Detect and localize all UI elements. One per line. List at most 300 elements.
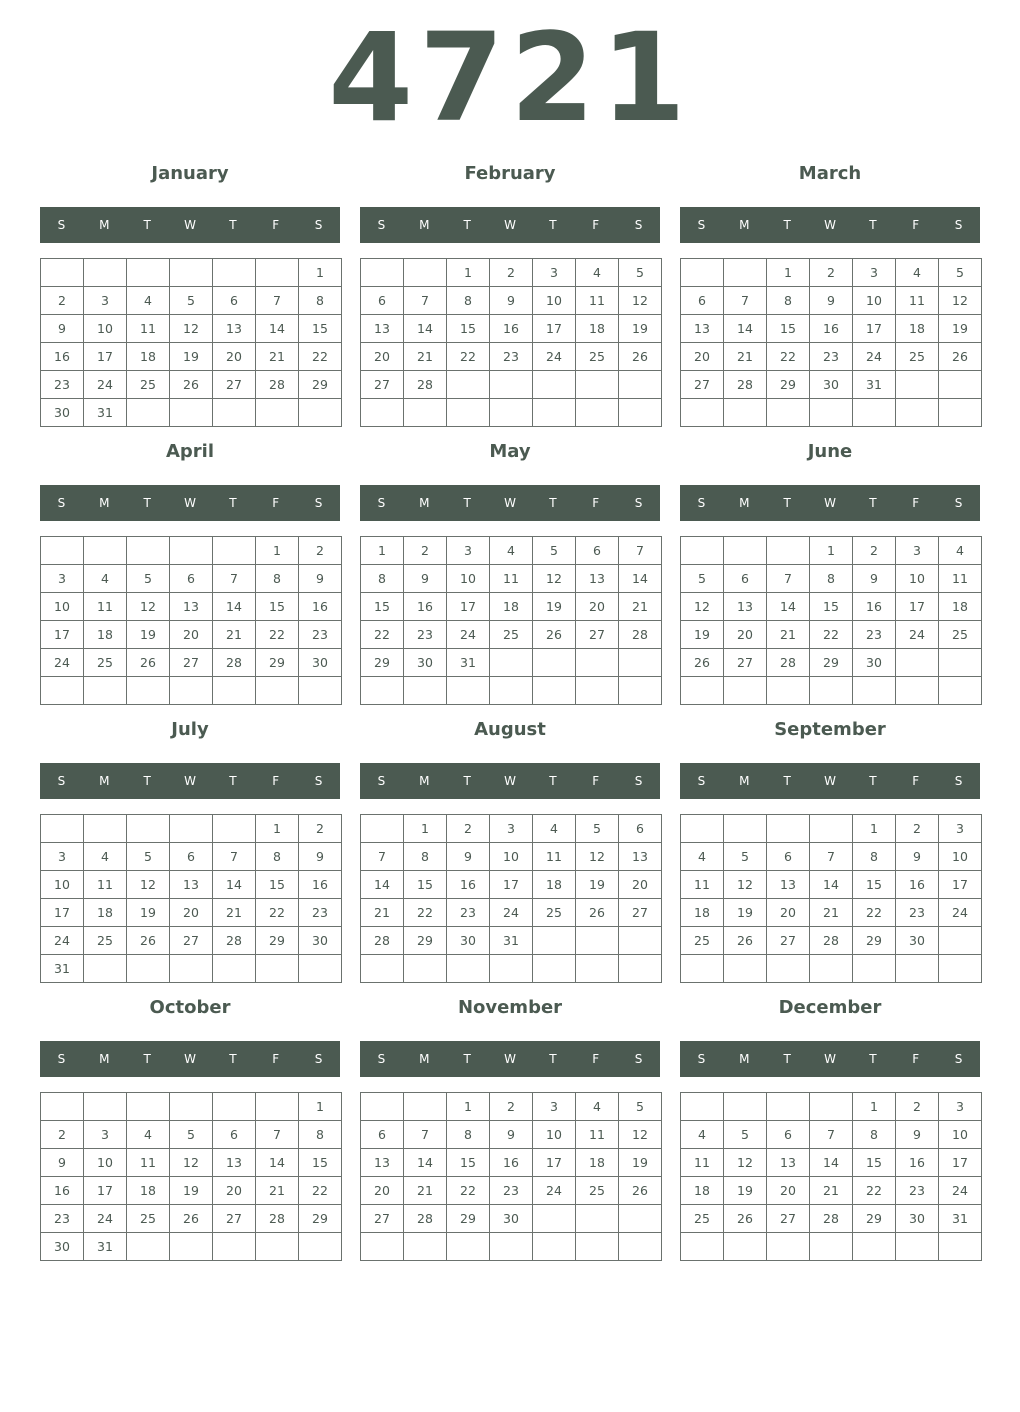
weekday-label: S <box>954 496 963 510</box>
day-cell <box>576 1205 619 1233</box>
day-cell <box>619 371 662 399</box>
day-cell: 10 <box>853 287 896 315</box>
week-row <box>681 259 982 287</box>
day-cell <box>170 955 213 983</box>
day-cell: 8 <box>299 1121 342 1149</box>
weekday-label: F <box>592 218 600 232</box>
day-cell: 26 <box>939 343 982 371</box>
weekday-label: W <box>504 496 516 510</box>
day-cell: 15 <box>361 593 404 621</box>
week-row <box>681 1149 982 1177</box>
day-cell: 5 <box>170 1121 213 1149</box>
weekday-label: T <box>463 496 471 510</box>
day-cell: 5 <box>170 287 213 315</box>
day-cell <box>533 1233 576 1261</box>
day-cell: 24 <box>533 1177 576 1205</box>
day-cell: 11 <box>490 565 533 593</box>
day-cell <box>681 955 724 983</box>
day-cell: 27 <box>213 1205 256 1233</box>
day-cell <box>767 537 810 565</box>
day-cell <box>767 399 810 427</box>
week-row <box>361 899 662 927</box>
day-cell <box>84 259 127 287</box>
day-cell: 11 <box>681 1149 724 1177</box>
day-cell: 3 <box>896 537 939 565</box>
day-cell: 26 <box>127 927 170 955</box>
day-cell: 9 <box>853 565 896 593</box>
day-cell: 28 <box>361 927 404 955</box>
day-cell: 27 <box>170 927 213 955</box>
day-cell: 13 <box>361 315 404 343</box>
weekday-label: T <box>229 218 237 232</box>
day-cell: 19 <box>127 899 170 927</box>
day-cell <box>896 1233 939 1261</box>
day-cell: 28 <box>404 371 447 399</box>
weekday-label: M <box>99 496 110 510</box>
week-row <box>681 1121 982 1149</box>
day-cell: 13 <box>213 315 256 343</box>
day-cell: 30 <box>896 927 939 955</box>
day-cell: 4 <box>84 565 127 593</box>
day-cell: 4 <box>84 843 127 871</box>
day-cell: 14 <box>767 593 810 621</box>
week-row <box>361 537 662 565</box>
day-cell: 1 <box>853 815 896 843</box>
day-cell: 20 <box>767 1177 810 1205</box>
day-cell: 15 <box>853 871 896 899</box>
weekday-label: T <box>143 1052 151 1066</box>
weekday-label: T <box>549 1052 557 1066</box>
day-cell: 21 <box>213 899 256 927</box>
day-cell: 8 <box>256 843 299 871</box>
day-cell <box>533 955 576 983</box>
day-grid <box>360 258 662 427</box>
day-cell: 24 <box>41 649 84 677</box>
weekday-header <box>680 1041 980 1077</box>
day-grid <box>680 258 982 427</box>
day-cell: 5 <box>724 1121 767 1149</box>
day-cell: 19 <box>170 1177 213 1205</box>
day-cell <box>724 1233 767 1261</box>
day-cell: 2 <box>853 537 896 565</box>
weekday-label: T <box>229 1052 237 1066</box>
day-cell: 30 <box>447 927 490 955</box>
day-cell <box>213 955 256 983</box>
week-row <box>681 343 982 371</box>
weekday-label: S <box>697 1052 706 1066</box>
day-cell: 15 <box>853 1149 896 1177</box>
day-cell: 2 <box>447 815 490 843</box>
day-cell: 1 <box>810 537 853 565</box>
day-cell <box>361 399 404 427</box>
day-cell: 10 <box>939 843 982 871</box>
week-row <box>361 315 662 343</box>
day-cell: 15 <box>447 315 490 343</box>
weekday-header <box>40 485 340 521</box>
weekday-label: F <box>272 218 280 232</box>
day-cell: 9 <box>490 1121 533 1149</box>
day-cell: 2 <box>41 287 84 315</box>
day-cell: 18 <box>84 621 127 649</box>
day-cell: 2 <box>41 1121 84 1149</box>
weekday-header <box>40 207 340 243</box>
day-cell: 24 <box>939 899 982 927</box>
week-row <box>681 1233 982 1261</box>
day-cell: 8 <box>767 287 810 315</box>
day-cell: 21 <box>619 593 662 621</box>
day-cell: 20 <box>681 343 724 371</box>
day-cell: 10 <box>939 1121 982 1149</box>
day-cell: 30 <box>896 1205 939 1233</box>
day-cell: 18 <box>576 315 619 343</box>
weekday-label: M <box>419 218 430 232</box>
day-cell: 19 <box>724 899 767 927</box>
weekday-label: W <box>184 1052 196 1066</box>
week-row <box>681 621 982 649</box>
day-cell: 10 <box>84 1149 127 1177</box>
week-row <box>681 537 982 565</box>
week-row <box>361 371 662 399</box>
day-cell: 17 <box>939 871 982 899</box>
day-cell <box>170 677 213 705</box>
day-cell <box>681 259 724 287</box>
week-row <box>41 899 342 927</box>
day-cell: 3 <box>853 259 896 287</box>
day-cell <box>299 677 342 705</box>
day-cell: 10 <box>533 287 576 315</box>
day-cell <box>533 649 576 677</box>
week-row <box>361 1177 662 1205</box>
day-cell: 23 <box>404 621 447 649</box>
week-row <box>361 815 662 843</box>
weekday-header <box>40 763 340 799</box>
day-cell: 16 <box>810 315 853 343</box>
day-cell <box>170 815 213 843</box>
day-cell <box>490 649 533 677</box>
day-cell <box>896 955 939 983</box>
weekday-label: S <box>377 218 386 232</box>
day-cell <box>41 537 84 565</box>
week-row <box>361 343 662 371</box>
day-cell: 4 <box>576 259 619 287</box>
day-cell: 1 <box>256 537 299 565</box>
day-cell <box>256 1233 299 1261</box>
weekday-label: T <box>783 1052 791 1066</box>
day-cell: 22 <box>810 621 853 649</box>
week-row <box>41 1177 342 1205</box>
week-row <box>41 927 342 955</box>
day-cell: 11 <box>939 565 982 593</box>
day-cell: 19 <box>619 315 662 343</box>
month-name: March <box>798 163 862 184</box>
day-cell: 17 <box>84 343 127 371</box>
day-cell: 11 <box>127 1149 170 1177</box>
day-cell: 17 <box>533 315 576 343</box>
day-cell <box>170 259 213 287</box>
day-cell <box>724 815 767 843</box>
day-grid <box>360 814 662 983</box>
day-cell: 12 <box>127 871 170 899</box>
weekday-label: T <box>549 774 557 788</box>
day-cell <box>576 1233 619 1261</box>
day-cell <box>619 677 662 705</box>
day-cell: 3 <box>84 1121 127 1149</box>
day-cell: 3 <box>533 1093 576 1121</box>
day-cell <box>84 1093 127 1121</box>
day-cell: 14 <box>810 1149 853 1177</box>
day-cell: 24 <box>84 371 127 399</box>
day-cell <box>447 371 490 399</box>
weekday-label: W <box>184 496 196 510</box>
day-cell <box>490 1233 533 1261</box>
day-cell: 18 <box>681 1177 724 1205</box>
day-cell: 30 <box>810 371 853 399</box>
day-cell: 25 <box>939 621 982 649</box>
week-row <box>361 1205 662 1233</box>
day-cell: 11 <box>681 871 724 899</box>
day-cell <box>256 1093 299 1121</box>
weekday-label: W <box>504 218 516 232</box>
day-cell: 9 <box>41 315 84 343</box>
weekday-label: F <box>592 1052 600 1066</box>
day-cell: 18 <box>576 1149 619 1177</box>
day-cell <box>299 1233 342 1261</box>
day-cell <box>84 677 127 705</box>
day-cell: 24 <box>533 343 576 371</box>
day-cell: 14 <box>256 1149 299 1177</box>
day-cell: 20 <box>170 621 213 649</box>
day-cell: 18 <box>939 593 982 621</box>
day-grid <box>680 1092 982 1261</box>
day-cell <box>213 399 256 427</box>
day-cell: 5 <box>939 259 982 287</box>
day-cell: 26 <box>170 1205 213 1233</box>
day-cell: 29 <box>810 649 853 677</box>
day-cell: 13 <box>576 565 619 593</box>
day-cell: 25 <box>490 621 533 649</box>
weekday-label: M <box>739 774 750 788</box>
day-cell: 4 <box>127 1121 170 1149</box>
month-name: December <box>778 997 882 1018</box>
day-cell: 30 <box>404 649 447 677</box>
day-cell: 16 <box>490 315 533 343</box>
day-cell: 29 <box>853 1205 896 1233</box>
weekday-label: F <box>592 496 600 510</box>
day-cell <box>213 1093 256 1121</box>
day-cell: 12 <box>170 1149 213 1177</box>
day-cell: 10 <box>533 1121 576 1149</box>
day-cell <box>404 1093 447 1121</box>
day-cell: 28 <box>256 1205 299 1233</box>
day-cell: 26 <box>681 649 724 677</box>
day-cell: 1 <box>447 259 490 287</box>
day-cell: 8 <box>361 565 404 593</box>
weekday-label: T <box>143 218 151 232</box>
month-name: June <box>807 441 853 462</box>
day-cell: 25 <box>84 927 127 955</box>
day-cell <box>853 955 896 983</box>
day-cell <box>533 399 576 427</box>
day-cell: 11 <box>127 315 170 343</box>
weekday-header <box>680 763 980 799</box>
day-cell: 14 <box>404 1149 447 1177</box>
day-cell: 2 <box>299 537 342 565</box>
week-row <box>41 1205 342 1233</box>
day-cell <box>576 677 619 705</box>
day-cell: 4 <box>490 537 533 565</box>
day-cell: 7 <box>810 1121 853 1149</box>
weekday-label: M <box>99 774 110 788</box>
day-cell: 6 <box>170 843 213 871</box>
day-cell: 3 <box>84 287 127 315</box>
week-row <box>41 343 342 371</box>
weekday-label: M <box>739 218 750 232</box>
month-name: February <box>464 163 556 184</box>
day-cell <box>299 955 342 983</box>
day-cell <box>447 399 490 427</box>
day-cell: 14 <box>213 871 256 899</box>
day-cell: 27 <box>767 927 810 955</box>
day-cell: 12 <box>170 315 213 343</box>
week-row <box>41 1233 342 1261</box>
day-cell: 28 <box>256 371 299 399</box>
day-cell: 19 <box>939 315 982 343</box>
week-row <box>41 649 342 677</box>
day-cell: 21 <box>810 1177 853 1205</box>
day-cell: 11 <box>533 843 576 871</box>
day-cell <box>681 1093 724 1121</box>
day-cell: 31 <box>447 649 490 677</box>
weekday-header <box>360 485 660 521</box>
weekday-label: S <box>954 218 963 232</box>
day-cell: 25 <box>576 1177 619 1205</box>
day-cell: 6 <box>767 843 810 871</box>
day-cell: 12 <box>724 1149 767 1177</box>
day-cell <box>767 815 810 843</box>
week-row <box>361 593 662 621</box>
day-cell: 30 <box>853 649 896 677</box>
day-cell: 13 <box>767 1149 810 1177</box>
day-cell: 16 <box>299 593 342 621</box>
day-cell: 27 <box>361 371 404 399</box>
day-cell <box>213 259 256 287</box>
day-cell: 9 <box>896 843 939 871</box>
day-cell: 2 <box>896 815 939 843</box>
week-row <box>41 843 342 871</box>
day-cell: 17 <box>533 1149 576 1177</box>
day-cell: 10 <box>41 871 84 899</box>
day-cell <box>681 677 724 705</box>
week-row <box>41 537 342 565</box>
day-cell: 8 <box>404 843 447 871</box>
weekday-label: F <box>912 496 920 510</box>
day-cell: 16 <box>404 593 447 621</box>
day-cell <box>127 259 170 287</box>
day-cell <box>681 537 724 565</box>
weekday-label: F <box>912 218 920 232</box>
day-cell: 23 <box>41 371 84 399</box>
day-cell: 8 <box>299 287 342 315</box>
day-cell: 4 <box>576 1093 619 1121</box>
day-cell <box>213 677 256 705</box>
weekday-label: T <box>869 218 877 232</box>
weekday-header <box>360 1041 660 1077</box>
day-cell: 2 <box>404 537 447 565</box>
day-cell: 3 <box>41 565 84 593</box>
day-cell <box>447 955 490 983</box>
day-cell: 5 <box>619 259 662 287</box>
day-cell: 13 <box>767 871 810 899</box>
day-cell: 28 <box>724 371 767 399</box>
day-cell: 28 <box>404 1205 447 1233</box>
month-name: October <box>149 997 231 1018</box>
day-cell <box>299 399 342 427</box>
day-grid <box>40 258 342 427</box>
day-cell: 14 <box>256 315 299 343</box>
day-cell: 16 <box>896 1149 939 1177</box>
day-cell: 26 <box>127 649 170 677</box>
day-cell: 24 <box>939 1177 982 1205</box>
day-cell: 28 <box>767 649 810 677</box>
day-cell: 13 <box>361 1149 404 1177</box>
weekday-label: S <box>697 496 706 510</box>
day-cell: 8 <box>810 565 853 593</box>
day-cell: 19 <box>170 343 213 371</box>
day-cell <box>619 649 662 677</box>
day-cell <box>896 371 939 399</box>
day-cell: 4 <box>681 843 724 871</box>
day-cell <box>939 399 982 427</box>
day-cell: 18 <box>127 343 170 371</box>
day-cell: 26 <box>533 621 576 649</box>
day-cell <box>576 399 619 427</box>
day-cell: 22 <box>361 621 404 649</box>
week-row <box>41 287 342 315</box>
day-cell: 20 <box>576 593 619 621</box>
week-row <box>681 1177 982 1205</box>
month-name: May <box>489 441 531 462</box>
day-cell: 8 <box>447 1121 490 1149</box>
weekday-label: S <box>634 774 643 788</box>
day-cell <box>127 815 170 843</box>
day-cell: 17 <box>41 899 84 927</box>
weekday-label: F <box>912 1052 920 1066</box>
day-cell: 6 <box>681 287 724 315</box>
weekday-label: T <box>869 1052 877 1066</box>
weekday-label: T <box>869 496 877 510</box>
week-row <box>681 287 982 315</box>
day-cell <box>404 955 447 983</box>
day-cell: 18 <box>127 1177 170 1205</box>
week-row <box>681 927 982 955</box>
day-cell: 19 <box>533 593 576 621</box>
day-cell: 1 <box>447 1093 490 1121</box>
day-grid <box>40 536 342 705</box>
day-cell: 7 <box>213 565 256 593</box>
week-row <box>361 1121 662 1149</box>
day-cell: 18 <box>533 871 576 899</box>
week-row <box>41 259 342 287</box>
day-cell: 29 <box>299 371 342 399</box>
day-cell: 9 <box>299 565 342 593</box>
day-cell: 1 <box>299 259 342 287</box>
week-row <box>361 1149 662 1177</box>
day-cell: 7 <box>767 565 810 593</box>
day-cell: 9 <box>896 1121 939 1149</box>
day-cell: 7 <box>213 843 256 871</box>
weekday-label: S <box>634 218 643 232</box>
day-cell: 11 <box>84 593 127 621</box>
